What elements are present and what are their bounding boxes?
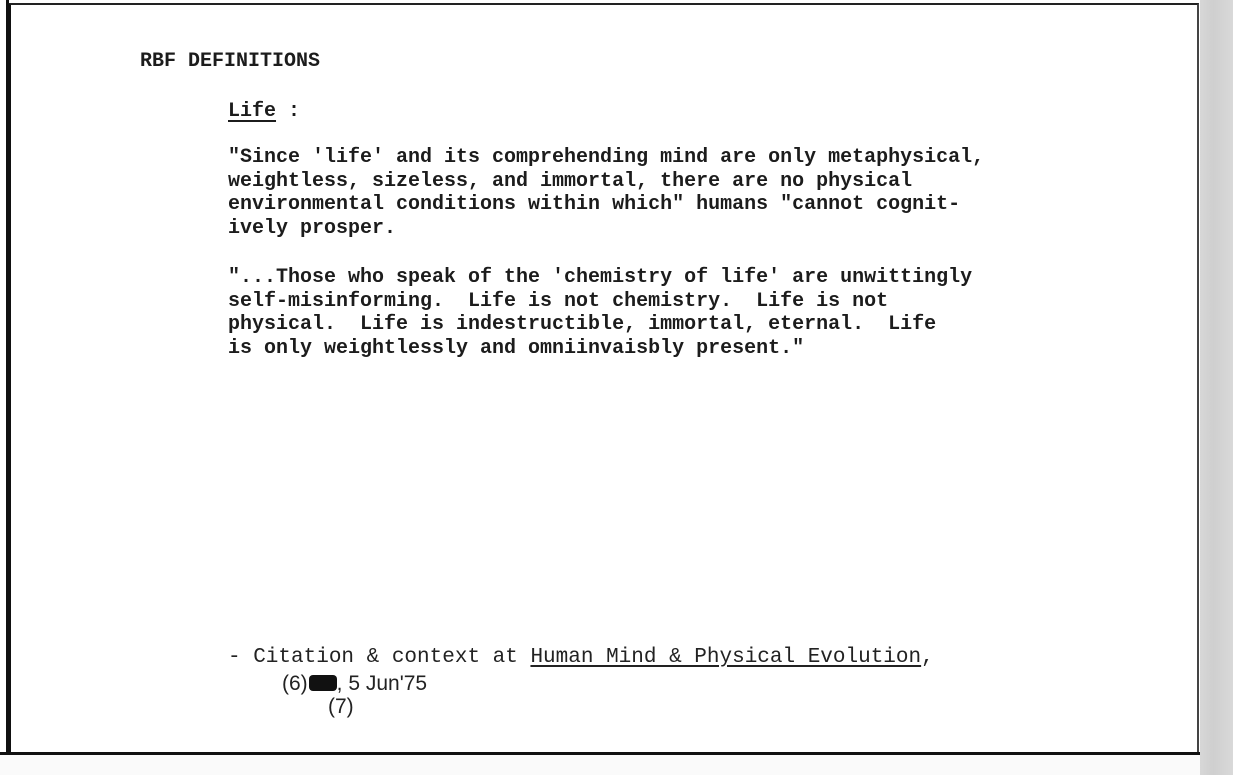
definition-card: [8, 3, 1199, 757]
definition-quote-2: "...Those who speak of the 'chemistry of life' are unwittingly self-misinforming. Life is not chemistry. Life is not physical. Life is indestructible, immortal, eternal. Life is only weightlessly and omniinvaisbly present.": [228, 266, 973, 360]
scan-background-strip: [1200, 0, 1233, 775]
defined-term: Life: [228, 100, 277, 123]
card-below-area: [0, 755, 1200, 775]
citation-ref-number: (6): [282, 672, 308, 695]
citation-suffix: ,: [921, 646, 934, 669]
defined-term-colon: :: [288, 100, 301, 123]
citation-reference: [282, 672, 427, 696]
document-heading: RBF DEFINITIONS: [140, 50, 321, 73]
citation-ref-number-handwritten: (7): [328, 695, 354, 718]
citation-prefix: - Citation & context at: [228, 646, 531, 669]
citation-source-link[interactable]: Human Mind & Physical Evolution: [530, 646, 922, 669]
redaction-mark: [309, 675, 337, 691]
citation-date: , 5 Jun'75: [336, 672, 428, 695]
definition-quote-1: "Since 'life' and its comprehending mind are only metaphysical, weightless, sizeless, and immortal, there are no physical environmental conditions within which" humans "cannot cognit- ively prosper.: [228, 146, 985, 240]
citation-line: [228, 646, 934, 669]
